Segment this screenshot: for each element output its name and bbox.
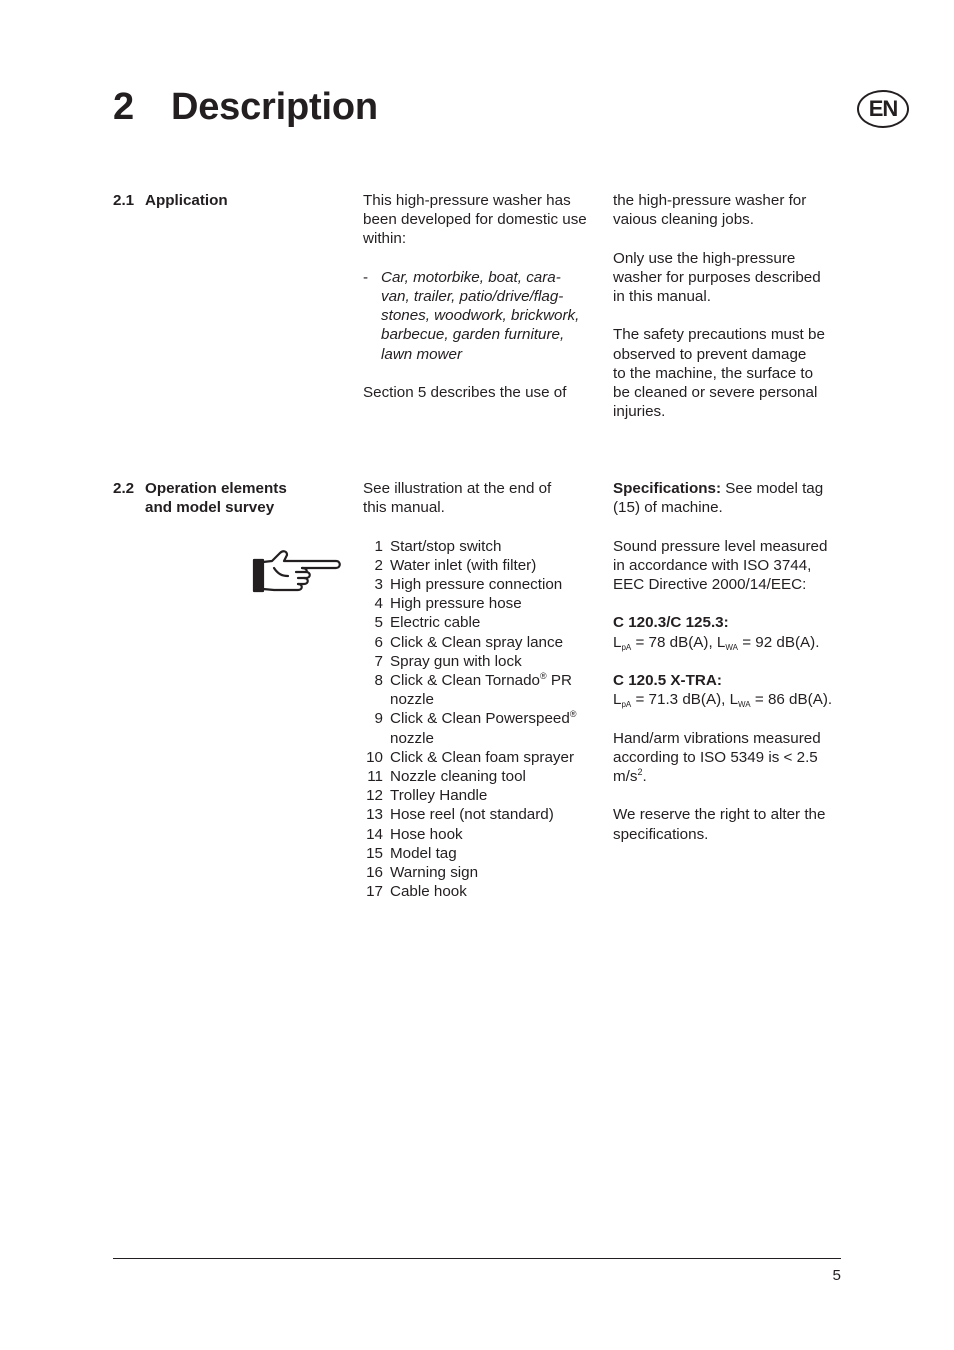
list-item: 12 Trolley Handle xyxy=(366,787,488,805)
list-item: 15 Model tag xyxy=(366,844,457,862)
chapter-title xyxy=(113,84,378,130)
safety-note: The safety precautions must be observed to prevent damage to the machine, the surface to be cleaned or severe personal injuries. xyxy=(613,326,825,421)
model-b-heading: C 120.5 X-TRA: xyxy=(613,671,722,689)
list-item: 13 Hose reel (not standard) xyxy=(366,806,554,824)
application-column-2 xyxy=(613,191,845,421)
section-number: 2.2 xyxy=(113,480,135,497)
illustration-note: See illustration at the end of this manual. xyxy=(363,480,552,517)
purpose-note: Only use the high-pressure washer for purposes described in this manual. xyxy=(613,249,821,305)
list-item: 3 High pressure connection xyxy=(374,576,563,593)
list-item: 16 Warning sign xyxy=(366,864,479,882)
section-title: Application xyxy=(145,192,228,209)
application-column-1 xyxy=(363,191,595,402)
vibration-note: Hand/arm vibrations measured according to ISO 5349 is < 2.5 $m/s^2$. xyxy=(613,729,821,785)
use-sentence-end: the high-pressure washer for vaious cleaning jobs. xyxy=(613,192,807,229)
list-item: 4 High pressure hose xyxy=(374,595,522,613)
list-item: 2 Water inlet (with filter) xyxy=(374,556,537,574)
chapter-title-text: Description xyxy=(171,86,378,128)
pointing-hand-icon xyxy=(252,550,342,598)
section-title: Operation elements and model survey xyxy=(145,480,287,517)
item-label-tornado: Click & Clean Tornado® PR nozzle xyxy=(390,671,572,709)
item-label-powerspeed: Click & Clean Powerspeed® nozzle xyxy=(390,709,577,747)
list-item: 17 Cable hook xyxy=(366,883,467,901)
model-b-values: $L_{pA} = 71.3$ dB(A), $L_{WA} = 86$ dB(A). xyxy=(613,691,833,710)
sound-level-note: Sound pressure level measured in accordance with ISO 3744, EEC Directive 2000/14/EEC: xyxy=(613,537,828,593)
list-item: 9 Click & Clean Powerspeed® nozzle xyxy=(374,709,577,747)
reserve-note: We reserve the right to alter the specifications. xyxy=(613,806,826,843)
operation-column-2 xyxy=(613,479,845,844)
list-item: 14 Hose hook xyxy=(366,825,463,843)
list-item: 7 Spray gun with lock xyxy=(374,652,522,670)
operation-column-1 xyxy=(363,479,595,901)
model-a-heading: C 120.3/C 125.3: xyxy=(613,614,729,632)
footer-rule xyxy=(113,1258,841,1259)
section-number: 2.1 xyxy=(113,192,135,209)
page-number: 5 xyxy=(832,1267,841,1284)
chapter-number: 2 xyxy=(113,86,134,128)
list-item: 8 Click & Clean Tornado® PR nozzle xyxy=(374,671,572,709)
section-heading-operation xyxy=(113,479,287,517)
application-list-item xyxy=(363,268,595,364)
parts-list xyxy=(363,537,595,902)
use-sentence-start: Section 5 describes the use of xyxy=(363,384,567,401)
spec-label: Specifications: xyxy=(613,480,722,497)
specifications-note: Specifications: See model tag (15) of machine. xyxy=(613,480,824,517)
list-item: 5 Electric cable xyxy=(374,614,481,632)
model-a-values: $L_{pA} = 78$ dB(A), $L_{WA} = 92$ dB(A). xyxy=(613,633,820,652)
language-badge: EN xyxy=(857,90,909,128)
list-dash: - xyxy=(363,268,369,286)
list-item: 10 Click & Clean foam sprayer xyxy=(366,748,575,766)
list-item: 1 Start/stop switch xyxy=(374,537,502,555)
section-heading-application xyxy=(113,191,228,210)
application-use-list: Car, motorbike, boat, cara- van, trailer, patio/drive/flag- stones, woodwork, brickwork, barbecue, garden furniture, lawn mower xyxy=(381,268,580,363)
application-intro: This high-pressure washer has been developed for domestic use within: xyxy=(363,192,587,248)
list-item: 6 Click & Clean spray lance xyxy=(374,633,564,651)
list-item: 11 Nozzle cleaning tool xyxy=(367,768,526,786)
